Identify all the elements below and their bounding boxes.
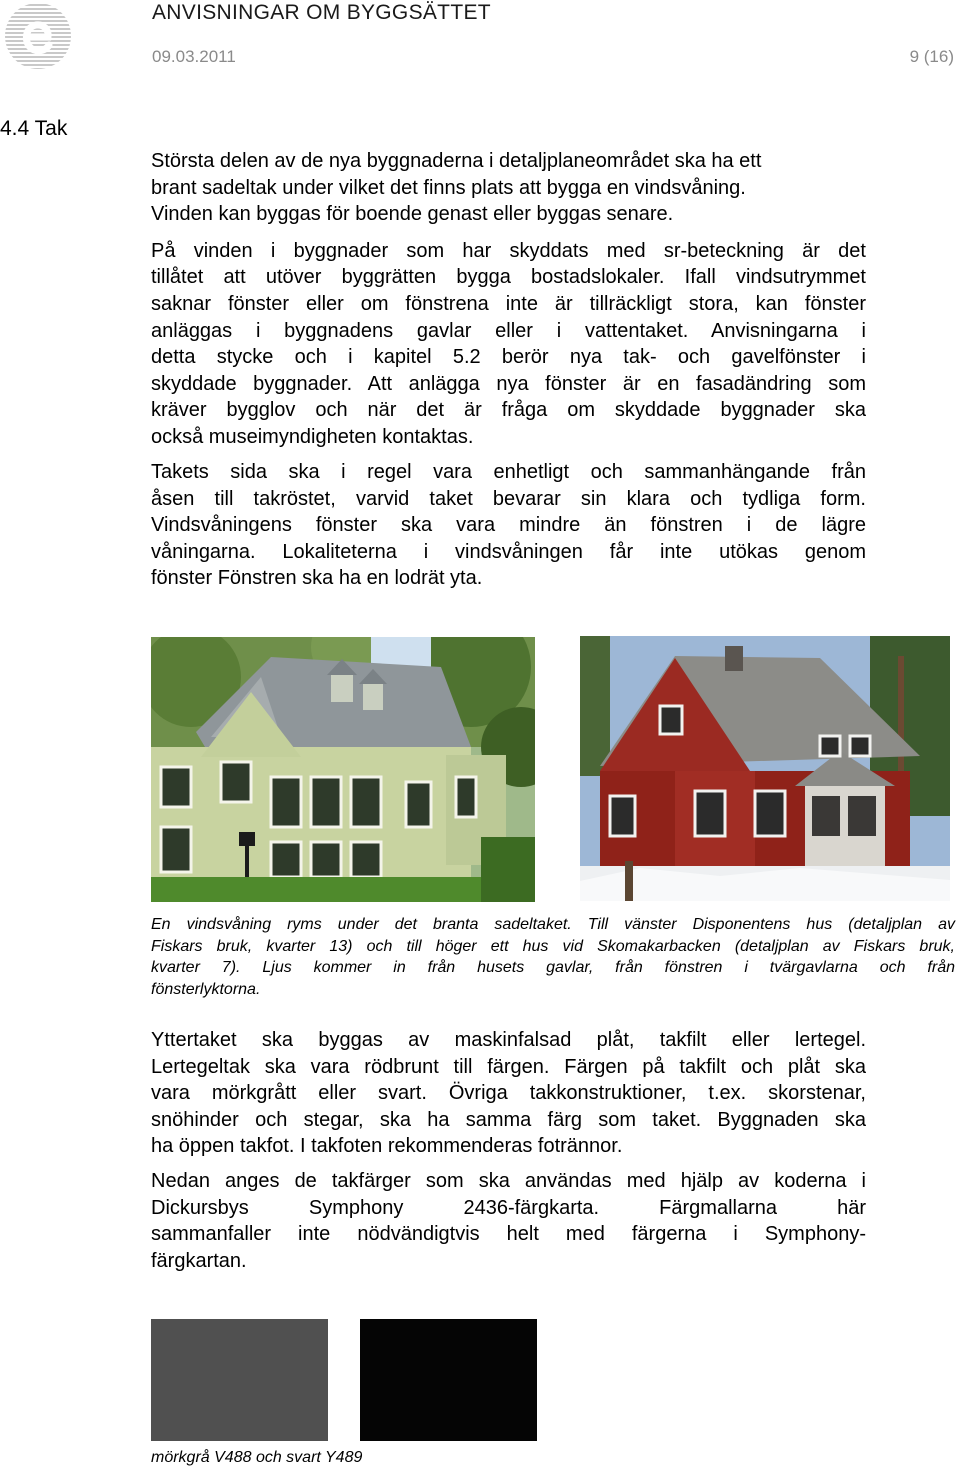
text-line: sammanfaller inte nödvändigtvis helt med färgerna i Symphony- — [151, 1223, 866, 1246]
text-line: Takets sida ska i regel vara enhetligt och sammanhängande från — [151, 461, 866, 483]
black-colour-swatch — [360, 1319, 537, 1441]
text-line: våningarna. Lokaliteterna i vindsvåningen får inte utökas genom — [151, 540, 866, 563]
text-line: snöhinder och stegar, ska ha samma färg som taket. Byggnaden ska — [151, 1108, 866, 1131]
caption-line: En vindsvåning ryms under det branta sadeltaket. Till vänster Disponentens hus (detaljplan av — [151, 916, 955, 933]
text-line: Vindsvåningens fönster ska vara mindre än fönstren i de lägre — [151, 514, 866, 537]
text-line: åsen till takröstet, varvid taket bevarar sin klara och tydliga form. — [151, 487, 866, 510]
text-line: Lertegeltak ska vara rödbrunt till färgen. Färgen på takfilt och plåt ska — [151, 1055, 866, 1078]
paragraph-roof-colours — [151, 1168, 866, 1274]
text-line: ha öppen takfot. I takfoten rekommenderas fotrännor. — [151, 1135, 623, 1158]
caption-line: Fiskars bruk, kvarter 13) och till höger ett hus vid Skomakarbacken (detaljplan av Fiskars bruk, — [151, 937, 955, 955]
text-line: Dickursbys Symphony 2436-färgkarta. Färgmallarna här — [151, 1196, 866, 1219]
text-line: Nedan anges de takfärger som ska användas med hjälp av koderna i — [151, 1170, 866, 1192]
dark-grey-colour-swatch — [151, 1319, 328, 1441]
text-line: brant sadeltak under vilket det finns plats att bygga en vindsvåning. — [151, 176, 746, 199]
caption-line: fönsterlyktorna. — [151, 980, 261, 998]
red-wooden-house-photo — [580, 636, 950, 901]
caption-line: kvarter 7). Ljus kommer in från husets gavlar, från fönstren i tvärgavlarna och från — [151, 959, 955, 976]
text-line: fönster Fönstren ska ha en lodrät yta. — [151, 567, 483, 590]
swatch-caption: mörkgrå V488 och svart Y489 — [151, 1449, 363, 1466]
section-heading: 4.4 Tak — [0, 117, 68, 140]
text-line: skyddade byggnader. Att anlägga nya fönster är en fasadändring som — [151, 372, 866, 395]
text-line: färgkartan. — [151, 1249, 247, 1272]
document-title: ANVISNINGAR OM BYGGSÄTTET — [152, 1, 491, 24]
photo-caption — [151, 914, 955, 1000]
text-line: Vinden kan byggas för boende genast eller byggas senare. — [151, 203, 674, 226]
text-line: tillåtet att utöver byggrätten bygga bostadslokaler. Ifall vindsutrymmet — [151, 266, 866, 289]
text-line: På vinden i byggnader som har skyddats med sr-beteckning är det — [151, 239, 866, 262]
text-line: vara mörkgrått eller svart. Övriga takkonstruktioner, t.ex. skorstenar, — [151, 1082, 866, 1105]
text-line: detta stycke och i kapitel 5.2 berör nya tak- och gavelfönster i — [151, 346, 866, 369]
document-date: 09.03.2011 — [152, 47, 236, 66]
page-number: 9 (16) — [909, 47, 954, 66]
text-line: Yttertaket ska byggas av maskinfalsad plåt, takfilt eller lertegel. — [151, 1029, 866, 1051]
text-line: också museimyndigheten kontaktas. — [151, 425, 474, 448]
paragraph-roof-intro — [151, 148, 866, 451]
text-line: kräver bygglov och när det är fråga om skyddade byggnader ska — [151, 399, 866, 422]
paragraph-roof-materials — [151, 1027, 866, 1160]
green-wooden-house-photo — [151, 637, 535, 902]
text-line: Största delen av de nya byggnaderna i detaljplaneområdet ska ha ett — [151, 150, 762, 172]
paragraph-roof-form — [151, 459, 866, 592]
text-line: anläggas i byggnadens gavlar eller i vattentaket. Anvisningarna i — [151, 319, 866, 342]
e-logo-icon — [2, 0, 74, 72]
text-line: saknar fönster eller om fönstrena inte är tillräckligt stora, kan fönster — [151, 292, 866, 315]
